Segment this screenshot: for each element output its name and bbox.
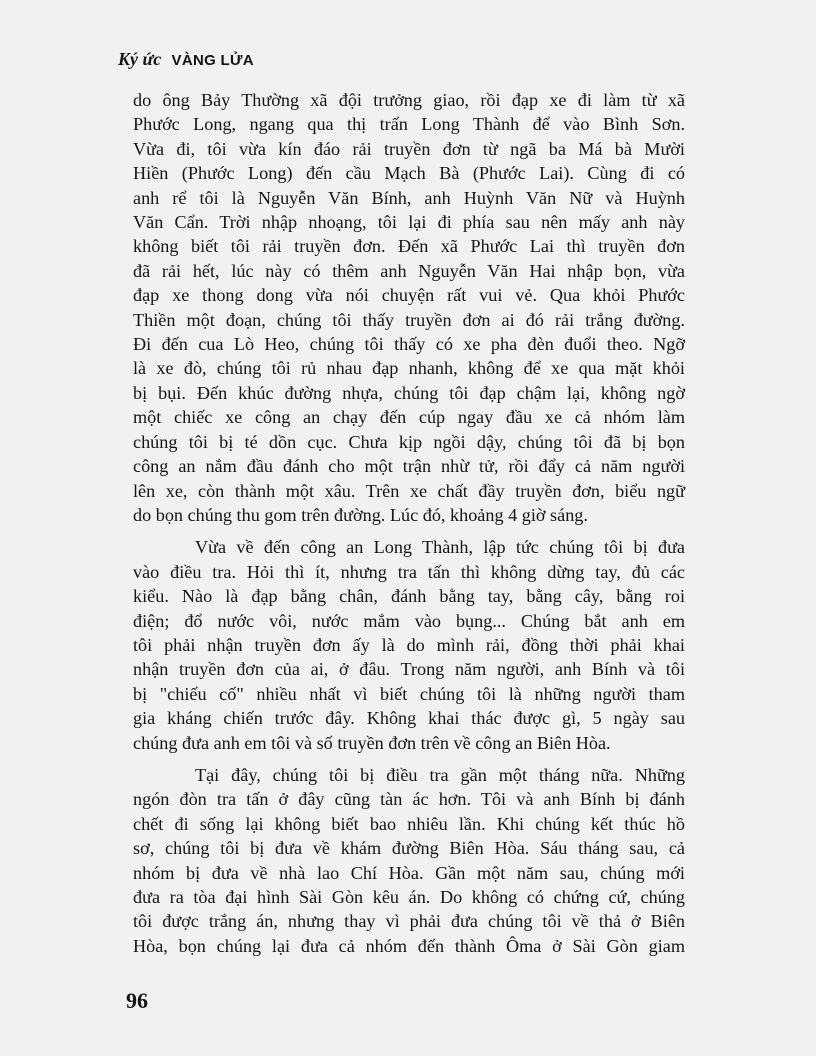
text-line: Phước Long, ngang qua thị trấn Long Thành để vào Bình Sơn. xyxy=(133,114,685,135)
text-line: do ông Bảy Thường xã đội trưởng giao, rồi đạp xe đi làm từ xã xyxy=(133,90,685,110)
text-line: gia kháng chiến trước đây. Không khai thác được gì, 5 ngày sau xyxy=(133,708,685,729)
text-line: anh rể tôi là Nguyễn Văn Bính, anh Huỳnh Văn Nữ và Huỳnh xyxy=(133,187,685,208)
text-line: chúng đưa anh em tôi và số truyền đơn trên về công an Biên Hòa. xyxy=(133,732,611,753)
text-line: Văn Cẩn. Trời nhập nhoạng, tôi lại đi phía sau nên mấy anh này xyxy=(133,212,685,233)
header-title-bold: VÀNG LỬA xyxy=(171,52,254,69)
text-line: Đi đến cua Lò Heo, chúng tôi thấy có xe pha đèn đuổi theo. Ngỡ xyxy=(133,334,685,355)
text-line: nhóm bị đưa về nhà lao Chí Hòa. Gần một năm sau, chúng mới xyxy=(133,862,685,883)
text-line: Vừa đi, tôi vừa kín đáo rải truyền đơn từ ngã ba Má bà Mười xyxy=(133,138,685,159)
paragraph-3 xyxy=(133,763,685,958)
text-line: bị bụi. Đến khúc đường nhựa, chúng tôi đạp chậm lại, không ngờ xyxy=(133,382,685,403)
text-line: chúng tôi bị té dồn cục. Chưa kịp ngồi dậy, chúng tôi đã bị bọn xyxy=(133,431,685,452)
text-line: vào điều tra. Hỏi thì ít, nhưng tra tấn thì không dừng tay, đủ các xyxy=(133,561,685,582)
text-line: công an nắm đầu đánh cho một trận nhừ tử, rồi đẩy cả năm người xyxy=(133,456,685,477)
text-line: Tại đây, chúng tôi bị điều tra gần một tháng nữa. Những xyxy=(195,764,685,785)
text-line: điện; đổ nước vôi, nước mắm vào bụng... Chúng bắt anh em xyxy=(133,610,685,631)
text-line: đạp xe thong dong vừa nói chuyện rất vui vẻ. Qua khỏi Phước xyxy=(133,285,685,306)
text-line: nhận truyền đơn của ai, ở đâu. Trong năm người, anh Bính và tôi xyxy=(133,659,685,680)
text-line: đưa ra tòa đại hình Sài Gòn kêu án. Do không có chứng cứ, chúng xyxy=(133,887,685,907)
text-line: sơ, chúng tôi bị đưa về khám đường Biên Hòa. Sáu tháng sau, cả xyxy=(133,838,685,859)
text-line: lên xe, còn thành một xâu. Trên xe chất đầy truyền đơn, biểu ngữ xyxy=(133,480,685,501)
text-line: kiểu. Nào là đạp bằng chân, đánh bằng tay, bằng cây, bằng roi xyxy=(133,586,685,607)
header-title-italic: Ký ức xyxy=(118,49,162,69)
text-line: Hòa, bọn chúng lại đưa cả nhóm đến thành Ôma ở Sài Gòn giam xyxy=(133,935,685,956)
text-line: do bọn chúng thu gom trên đường. Lúc đó, khoảng 4 giờ sáng. xyxy=(133,504,588,525)
text-line: là xe đò, chúng tôi rủ nhau đạp nhanh, không để xe qua mặt khỏi xyxy=(133,358,685,379)
text-line: tôi được trắng án, nhưng thay vì phải đưa chúng tôi về thả ở Biên xyxy=(133,911,685,932)
running-header xyxy=(118,49,254,71)
text-line: tôi phải nhận truyền đơn ấy là do mình rải, đồng thời phải khai xyxy=(133,634,685,655)
text-line: Thiền một đoạn, chúng tôi thấy truyền đơn ai đó rải trắng đường. xyxy=(133,309,685,330)
text-line: ngón đòn tra tấn ở đây cũng tàn ác hơn. Tôi và anh Bính bị đánh xyxy=(133,789,685,810)
text-line: không biết tôi rải truyền đơn. Đến xã Phước Lai thì truyền đơn xyxy=(133,236,685,257)
paragraph-1 xyxy=(133,88,685,527)
body-text xyxy=(133,88,685,958)
text-line: Hiền (Phước Long) đến cầu Mạch Bà (Phước Lai). Cùng đi có xyxy=(133,163,685,184)
text-line: một chiếc xe công an chạy đến cúp ngay đầu xe cả nhóm làm xyxy=(133,407,685,428)
text-line: đã rải hết, lúc này có thêm anh Nguyễn Văn Hai nhập bọn, vừa xyxy=(133,260,685,281)
paragraph-2 xyxy=(133,535,685,755)
page-number: 96 xyxy=(126,988,148,1013)
text-line: chết đi sống lại không biết bao nhiêu lần. Khi chúng kết thúc hồ xyxy=(133,813,685,834)
text-line: bị "chiếu cố" nhiều nhất vì biết chúng tôi là những người tham xyxy=(133,683,685,704)
text-line: Vừa về đến công an Long Thành, lập tức chúng tôi bị đưa xyxy=(195,537,685,558)
